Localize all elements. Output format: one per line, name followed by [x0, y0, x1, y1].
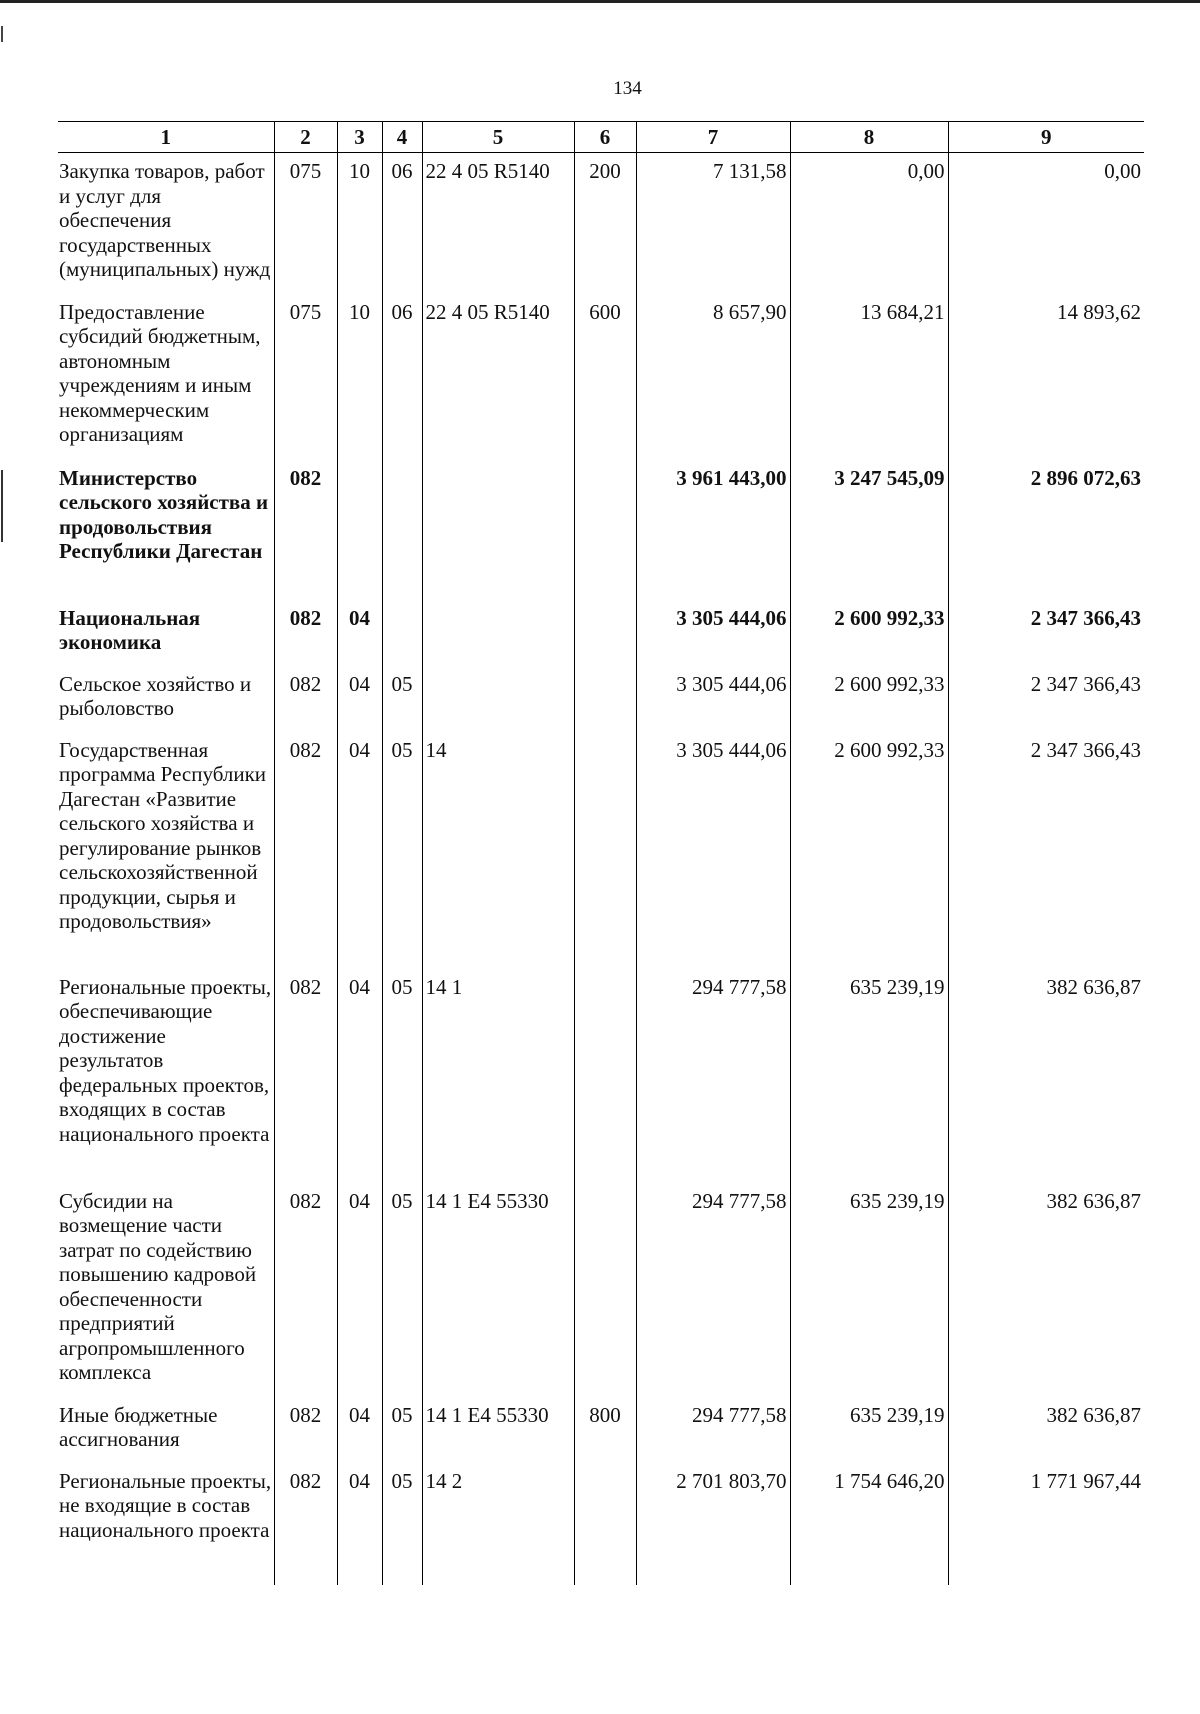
cell-amount-7: 3 961 443,00 — [636, 460, 790, 600]
cell-amount-9: 382 636,87 — [948, 1183, 1144, 1397]
cell-amount-9: 2 347 366,43 — [948, 732, 1144, 969]
cell-target-article: 14 1 E4 55330 — [422, 1183, 574, 1397]
cell-ministry-code: 082 — [274, 1183, 337, 1397]
cell-subsection: 05 — [382, 969, 422, 1183]
page-number: 134 — [613, 78, 642, 99]
cell-amount-7: 3 305 444,06 — [636, 732, 790, 969]
cell-subsection — [382, 460, 422, 600]
column-header-5: 5 — [422, 122, 574, 153]
row-name: Сельское хозяйство и рыболовство — [58, 666, 274, 732]
cell-expense-type — [574, 969, 636, 1183]
cell-amount-7: 3 305 444,06 — [636, 600, 790, 666]
cell-section: 10 — [337, 294, 382, 460]
cell-ministry-code: 075 — [274, 153, 337, 294]
cell-amount-8: 13 684,21 — [790, 294, 948, 460]
cell-section: 04 — [337, 600, 382, 666]
cell-target-article: 14 1 — [422, 969, 574, 1183]
cell-subsection — [382, 600, 422, 666]
row-name: Предоставление субсидий бюджетным, автономным учреждениям и иным некоммерческим организациям — [58, 294, 274, 460]
cell-subsection: 06 — [382, 294, 422, 460]
cell-amount-8: 1 754 646,20 — [790, 1463, 948, 1585]
row-name: Региональные проекты, обеспечивающие достижение результатов федеральных проектов, входящих в состав национального проекта — [58, 969, 274, 1183]
cell-amount-7: 7 131,58 — [636, 153, 790, 294]
header-row — [58, 122, 1144, 153]
cell-amount-9: 0,00 — [948, 153, 1144, 294]
table-row — [58, 969, 1144, 1183]
cell-subsection: 05 — [382, 1397, 422, 1463]
cell-section: 04 — [337, 1397, 382, 1463]
cell-amount-7: 294 777,58 — [636, 1183, 790, 1397]
cell-amount-7: 294 777,58 — [636, 969, 790, 1183]
cell-amount-9: 382 636,87 — [948, 1397, 1144, 1463]
column-header-2: 2 — [274, 122, 337, 153]
cell-subsection: 05 — [382, 666, 422, 732]
cell-target-article: 22 4 05 R5140 — [422, 153, 574, 294]
cell-expense-type: 200 — [574, 153, 636, 294]
cell-expense-type — [574, 666, 636, 732]
table-row — [58, 666, 1144, 732]
table-row — [58, 294, 1144, 460]
cell-target-article — [422, 666, 574, 732]
column-header-9: 9 — [948, 122, 1144, 153]
row-name: Иные бюджетные ассигнования — [58, 1397, 274, 1463]
column-header-7: 7 — [636, 122, 790, 153]
cell-target-article — [422, 600, 574, 666]
cell-expense-type: 600 — [574, 294, 636, 460]
cell-amount-8: 3 247 545,09 — [790, 460, 948, 600]
cell-amount-8: 635 239,19 — [790, 1183, 948, 1397]
cell-ministry-code: 082 — [274, 1463, 337, 1585]
cell-section — [337, 460, 382, 600]
cell-expense-type — [574, 1463, 636, 1585]
cell-amount-9: 2 347 366,43 — [948, 666, 1144, 732]
cell-ministry-code: 082 — [274, 732, 337, 969]
cell-amount-8: 0,00 — [790, 153, 948, 294]
cell-amount-7: 2 701 803,70 — [636, 1463, 790, 1585]
cell-amount-9: 382 636,87 — [948, 969, 1144, 1183]
table-row — [58, 732, 1144, 969]
budget-table — [58, 121, 1144, 1585]
cell-ministry-code: 082 — [274, 666, 337, 732]
cell-amount-9: 14 893,62 — [948, 294, 1144, 460]
cell-ministry-code: 082 — [274, 969, 337, 1183]
cell-section: 04 — [337, 1183, 382, 1397]
cell-expense-type — [574, 600, 636, 666]
cell-amount-8: 2 600 992,33 — [790, 666, 948, 732]
cell-expense-type — [574, 460, 636, 600]
cell-target-article: 22 4 05 R5140 — [422, 294, 574, 460]
cell-expense-type — [574, 1183, 636, 1397]
cell-amount-7: 8 657,90 — [636, 294, 790, 460]
table-row — [58, 600, 1144, 666]
cell-amount-7: 3 305 444,06 — [636, 666, 790, 732]
table-row — [58, 153, 1144, 294]
row-name: Закупка товаров, работ и услуг для обеспечения государственных (муниципальных) нужд — [58, 153, 274, 294]
row-name: Региональные проекты, не входящие в состав национального проекта — [58, 1463, 274, 1585]
cell-section: 04 — [337, 969, 382, 1183]
cell-expense-type: 800 — [574, 1397, 636, 1463]
cell-ministry-code: 082 — [274, 1397, 337, 1463]
cell-ministry-code: 075 — [274, 294, 337, 460]
column-header-4: 4 — [382, 122, 422, 153]
cell-amount-8: 2 600 992,33 — [790, 732, 948, 969]
column-header-8: 8 — [790, 122, 948, 153]
cell-amount-8: 635 239,19 — [790, 969, 948, 1183]
table-row — [58, 1183, 1144, 1397]
cell-target-article — [422, 460, 574, 600]
cell-amount-9: 1 771 967,44 — [948, 1463, 1144, 1585]
cell-target-article: 14 1 E4 55330 — [422, 1397, 574, 1463]
cell-section: 04 — [337, 666, 382, 732]
row-name: Министерство сельского хозяйства и продовольствия Республики Дагестан — [58, 460, 274, 600]
cell-subsection: 05 — [382, 1183, 422, 1397]
table-row — [58, 1463, 1144, 1585]
column-header-6: 6 — [574, 122, 636, 153]
cell-subsection: 06 — [382, 153, 422, 294]
row-name: Национальная экономика — [58, 600, 274, 666]
table-row — [58, 460, 1144, 600]
cell-subsection: 05 — [382, 732, 422, 969]
column-header-1: 1 — [58, 122, 274, 153]
cell-section: 04 — [337, 1463, 382, 1585]
cell-target-article: 14 — [422, 732, 574, 969]
cell-ministry-code: 082 — [274, 460, 337, 600]
cell-section: 10 — [337, 153, 382, 294]
scan-edge-mark — [1, 470, 3, 542]
scan-edge-mark — [1, 26, 3, 42]
row-name: Государственная программа Республики Дагестан «Развитие сельского хозяйства и регулирование рынков сельскохозяйственной продукции, сырья и продовольствия» — [58, 732, 274, 969]
scan-top-rule — [0, 0, 1200, 3]
cell-amount-7: 294 777,58 — [636, 1397, 790, 1463]
table-row — [58, 1397, 1144, 1463]
column-header-3: 3 — [337, 122, 382, 153]
cell-subsection: 05 — [382, 1463, 422, 1585]
cell-expense-type — [574, 732, 636, 969]
cell-amount-8: 635 239,19 — [790, 1397, 948, 1463]
cell-section: 04 — [337, 732, 382, 969]
cell-target-article: 14 2 — [422, 1463, 574, 1585]
cell-amount-9: 2 896 072,63 — [948, 460, 1144, 600]
cell-amount-8: 2 600 992,33 — [790, 600, 948, 666]
cell-ministry-code: 082 — [274, 600, 337, 666]
cell-amount-9: 2 347 366,43 — [948, 600, 1144, 666]
row-name: Субсидии на возмещение части затрат по содействию повышению кадровой обеспеченности предприятий агропромышленного комплекса — [58, 1183, 274, 1397]
